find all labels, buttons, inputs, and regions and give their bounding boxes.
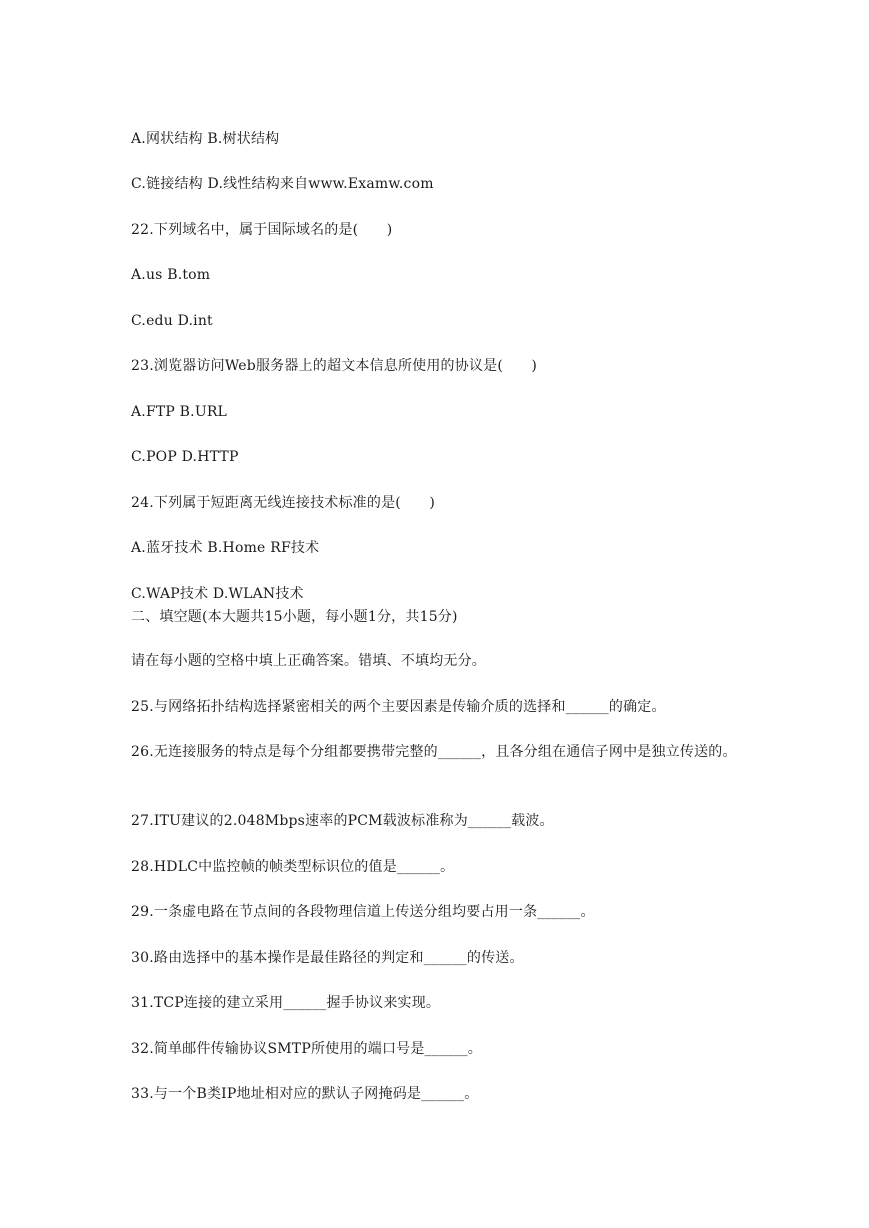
question-22: 22.下列域名中，属于国际域名的是( ) (131, 222, 393, 238)
question-26: 26.无连接服务的特点是每个分组都要携带完整的______，且各分组在通信子网中是独立传送的。 (131, 744, 737, 760)
question-29: 29.一条虚电路在节点间的各段物理信道上传送分组均要占用一条______。 (131, 904, 595, 920)
question-24: 24.下列属于短距离无线连接技术标准的是( ) (131, 495, 435, 511)
option-line-21-ab: A.网状结构 B.树状结构 (131, 131, 280, 147)
question-30: 30.路由选择中的基本操作是最佳路径的判定和______的传送。 (131, 950, 524, 966)
question-32: 32.简单邮件传输协议SMTP所使用的端口号是______。 (131, 1041, 482, 1057)
question-23: 23.浏览器访问Web服务器上的超文本信息所使用的协议是( ) (131, 358, 538, 374)
question-25: 25.与网络拓扑结构选择紧密相关的两个主要因素是传输介质的选择和______的确定。 (131, 699, 666, 715)
question-33: 33.与一个B类IP地址相对应的默认子网掩码是______。 (131, 1086, 479, 1102)
option-line-21-cd: C.链接结构 D.线性结构来自www.Examw.com (131, 176, 434, 192)
option-line-22-ab: A.us B.tom (131, 267, 211, 283)
option-line-22-cd: C.edu D.int (131, 313, 213, 329)
question-31: 31.TCP连接的建立采用______握手协议来实现。 (131, 995, 441, 1011)
question-27: 27.ITU建议的2.048Mbps速率的PCM载波标准称为______载波。 (131, 813, 554, 829)
option-line-23-cd: C.POP D.HTTP (131, 449, 239, 465)
option-line-23-ab: A.FTP B.URL (131, 404, 228, 420)
section-heading-fill-in: 二、填空题(本大题共15小题，每小题1分，共15分) (131, 609, 458, 625)
option-line-24-cd: C.WAP技术 D.WLAN技术 (131, 586, 304, 602)
option-line-24-ab: A.蓝牙技术 B.Home RF技术 (131, 540, 320, 556)
question-28: 28.HDLC中监控帧的帧类型标识位的值是______。 (131, 859, 455, 875)
section-instructions: 请在每小题的空格中填上正确答案。错填、不填均无分。 (131, 653, 486, 669)
